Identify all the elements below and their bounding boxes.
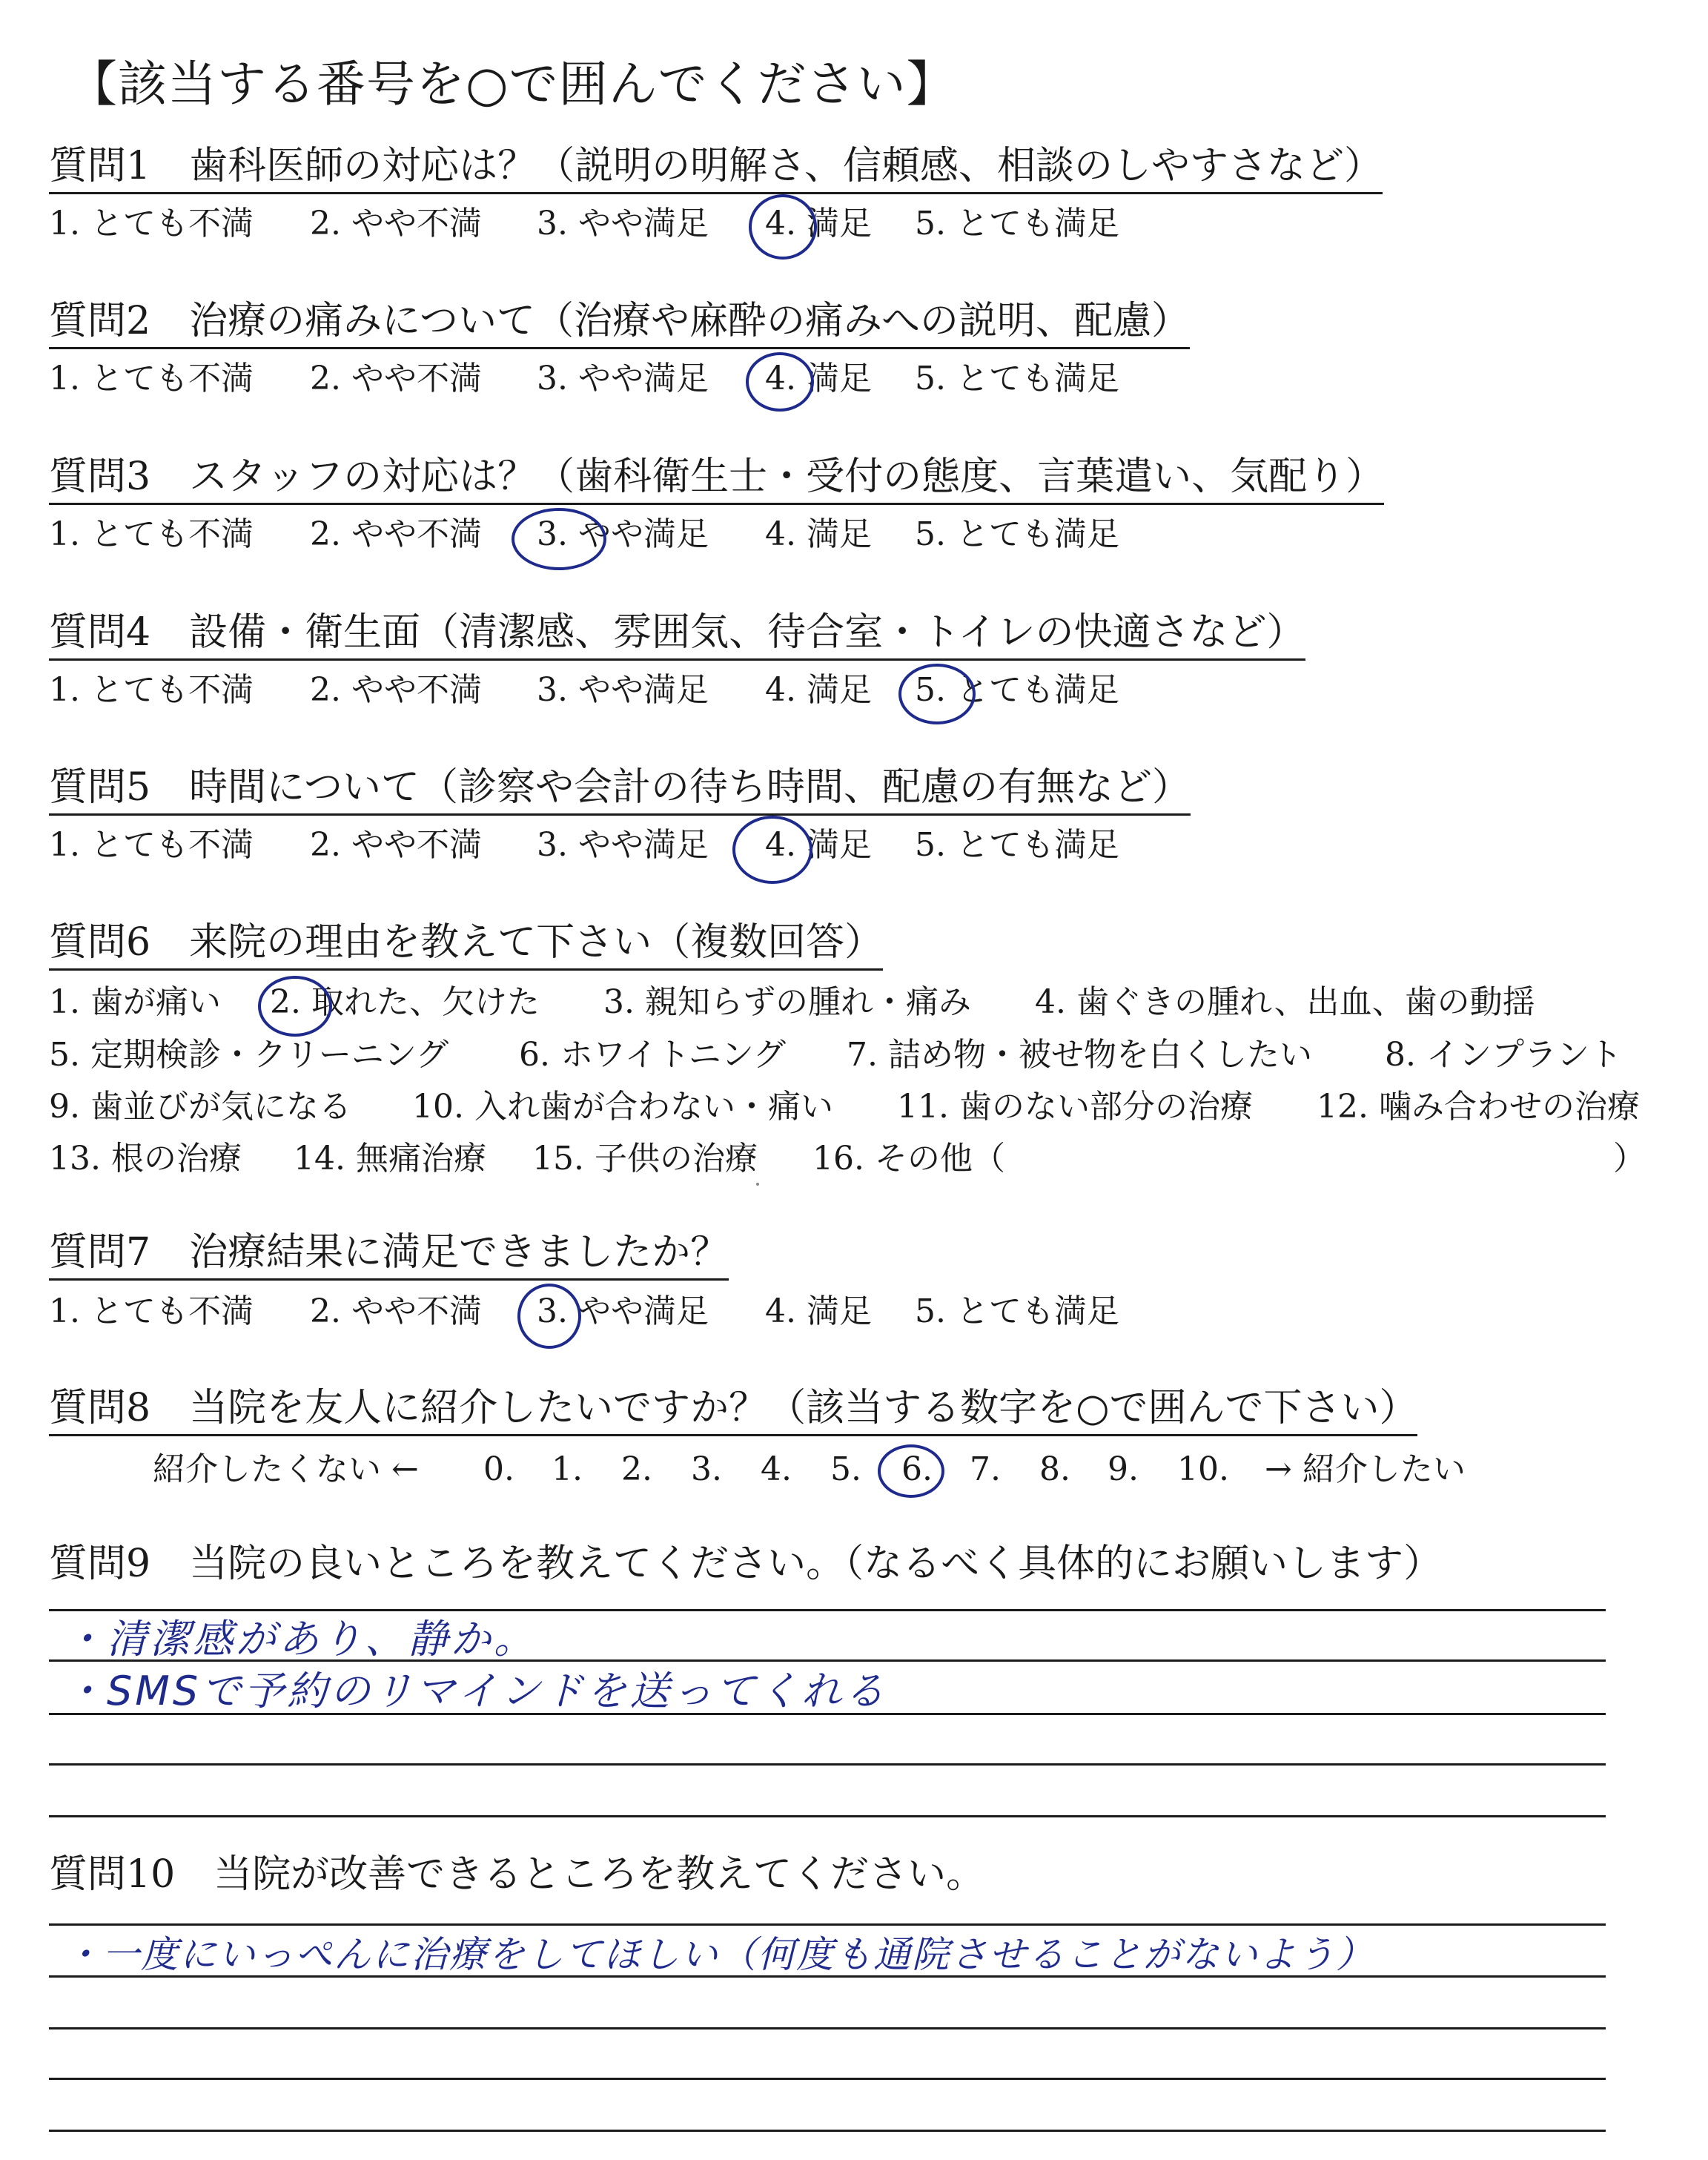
q9-handwritten-answer-2: ・SMSで予約のリマインドを送ってくれる	[64, 1668, 887, 1714]
q7-option-2[interactable]: 2. やや不満	[310, 1292, 482, 1330]
q2-option-2[interactable]: 2. やや不満	[310, 360, 482, 397]
question-2-title: 質問2 治療の痛みについて（治療や麻酔の痛みへの説明、配慮）	[49, 300, 1190, 349]
question-3-title: 質問3 スタッフの対応は？（歯科衛生士・受付の態度、言葉遣い、気配り）	[49, 456, 1384, 505]
q8-score-5[interactable]: 5.	[830, 1450, 861, 1488]
q3-option-1[interactable]: 1. とても不満	[49, 515, 254, 553]
q4-option-1[interactable]: 1. とても不満	[49, 671, 254, 709]
q8-score-9[interactable]: 9.	[1108, 1450, 1139, 1488]
q10-answer-line-5	[49, 2130, 1606, 2132]
q3-option-5[interactable]: 5. とても満足	[915, 515, 1119, 553]
q6-option-15[interactable]: 15. 子供の治療	[532, 1140, 758, 1178]
page-title: 【該当する番号を○で囲んでください】	[68, 56, 956, 113]
q3-option-4[interactable]: 4. 満足	[765, 515, 872, 553]
q6-option-9[interactable]: 9. 歯並びが気になる	[49, 1088, 351, 1126]
q6-other-close-paren: ）	[1613, 1140, 1646, 1178]
q7-option-4[interactable]: 4. 満足	[765, 1292, 872, 1330]
q8-left-label: 紹介したくない ←	[153, 1450, 419, 1488]
q8-score-1[interactable]: 1.	[552, 1450, 583, 1488]
q6-option-12[interactable]: 12. 噛み合わせの治療	[1317, 1088, 1640, 1126]
q4-option-3[interactable]: 3. やや満足	[537, 671, 709, 709]
q6-option-2[interactable]: 2. 取れた、欠けた	[270, 983, 540, 1021]
q8-score-2[interactable]: 2.	[621, 1450, 652, 1488]
q5-option-4[interactable]: 4. 満足	[765, 826, 872, 864]
question-5-title: 質問5 時間について（診察や会計の待ち時間、配慮の有無など）	[49, 767, 1191, 816]
q6-option-16[interactable]: 16. その他（	[812, 1140, 1005, 1178]
q7-option-5[interactable]: 5. とても満足	[915, 1292, 1119, 1330]
q1-option-3[interactable]: 3. やや満足	[537, 205, 709, 242]
q1-option-4[interactable]: 4. 満足	[765, 205, 872, 242]
q9-answer-line-5	[49, 1815, 1606, 1817]
question-1-title: 質問1 歯科医師の対応は？（説明の明解さ、信頼感、相談のしやすさなど）	[49, 145, 1383, 194]
q6-option-8[interactable]: 8. インプラント	[1385, 1036, 1622, 1074]
question-10-title: 質問10 当院が改善できるところを教えてください。	[49, 1852, 985, 1897]
q4-option-5[interactable]: 5. とても満足	[915, 671, 1119, 709]
q8-score-0[interactable]: 0.	[483, 1450, 514, 1488]
q4-option-4[interactable]: 4. 満足	[765, 671, 872, 709]
q5-option-1[interactable]: 1. とても不満	[49, 826, 254, 864]
scan-speck	[756, 1183, 759, 1186]
q6-option-4[interactable]: 4. 歯ぐきの腫れ、出血、歯の動揺	[1035, 983, 1535, 1021]
q10-answer-line-3	[49, 2027, 1606, 2029]
q6-option-13[interactable]: 13. 根の治療	[49, 1140, 242, 1178]
q2-option-3[interactable]: 3. やや満足	[537, 360, 709, 397]
q2-option-4[interactable]: 4. 満足	[765, 360, 872, 397]
q10-answer-line-4	[49, 2078, 1606, 2080]
q6-option-11[interactable]: 11. 歯のない部分の治療	[897, 1088, 1253, 1126]
q5-option-3[interactable]: 3. やや満足	[537, 826, 709, 864]
q6-option-3[interactable]: 3. 親知らずの腫れ・痛み	[603, 983, 971, 1021]
q1-option-1[interactable]: 1. とても不満	[49, 205, 254, 242]
q8-score-8[interactable]: 8.	[1039, 1450, 1070, 1488]
q5-option-5[interactable]: 5. とても満足	[915, 826, 1119, 864]
q8-score-7[interactable]: 7.	[970, 1450, 1001, 1488]
q9-answer-line-4	[49, 1763, 1606, 1766]
q4-option-2[interactable]: 2. やや不満	[310, 671, 482, 709]
question-4-title: 質問4 設備・衛生面（清潔感、雰囲気、待合室・トイレの快適さなど）	[49, 612, 1305, 661]
q6-option-5[interactable]: 5. 定期検診・クリーニング	[49, 1036, 449, 1074]
question-6-title: 質問6 来院の理由を教えて下さい（複数回答）	[49, 922, 883, 971]
question-8-title: 質問8 当院を友人に紹介したいですか？（該当する数字を○で囲んで下さい）	[49, 1387, 1417, 1436]
q8-right-label: → 紹介したい	[1265, 1450, 1466, 1488]
q1-option-5[interactable]: 5. とても満足	[915, 205, 1119, 242]
q2-option-5[interactable]: 5. とても満足	[915, 360, 1119, 397]
q1-option-2[interactable]: 2. やや不満	[310, 205, 482, 242]
q8-score-3[interactable]: 3.	[691, 1450, 722, 1488]
q6-option-10[interactable]: 10. 入れ歯が合わない・痛い	[412, 1088, 833, 1126]
q7-option-1[interactable]: 1. とても不満	[49, 1292, 254, 1330]
q6-option-7[interactable]: 7. 詰め物・被せ物を白くしたい	[847, 1036, 1312, 1074]
q7-option-3[interactable]: 3. やや満足	[537, 1292, 709, 1330]
q8-score-6[interactable]: 6.	[901, 1450, 933, 1488]
q6-option-1[interactable]: 1. 歯が痛い	[49, 983, 221, 1021]
q6-option-14[interactable]: 14. 無痛治療	[294, 1140, 486, 1178]
q3-option-2[interactable]: 2. やや不満	[310, 515, 482, 553]
question-7-title: 質問7 治療結果に満足できましたか？	[49, 1232, 729, 1281]
q9-handwritten-answer-1: ・清潔感があり、静か。	[64, 1616, 537, 1662]
q5-option-2[interactable]: 2. やや不満	[310, 826, 482, 864]
q3-option-3[interactable]: 3. やや満足	[537, 515, 709, 553]
q2-option-1[interactable]: 1. とても不満	[49, 360, 254, 397]
question-9-title: 質問9 当院の良いところを教えてください。（なるべく具体的にお願いします）	[49, 1542, 1443, 1586]
q8-score-10[interactable]: 10.	[1177, 1450, 1229, 1488]
q10-handwritten-answer-1: ・一度にいっぺんに治療をしてほしい（何度も通院させることがないよう）	[64, 1933, 1374, 1976]
q8-score-4[interactable]: 4.	[761, 1450, 792, 1488]
q6-option-6[interactable]: 6. ホワイトニング	[519, 1036, 787, 1074]
